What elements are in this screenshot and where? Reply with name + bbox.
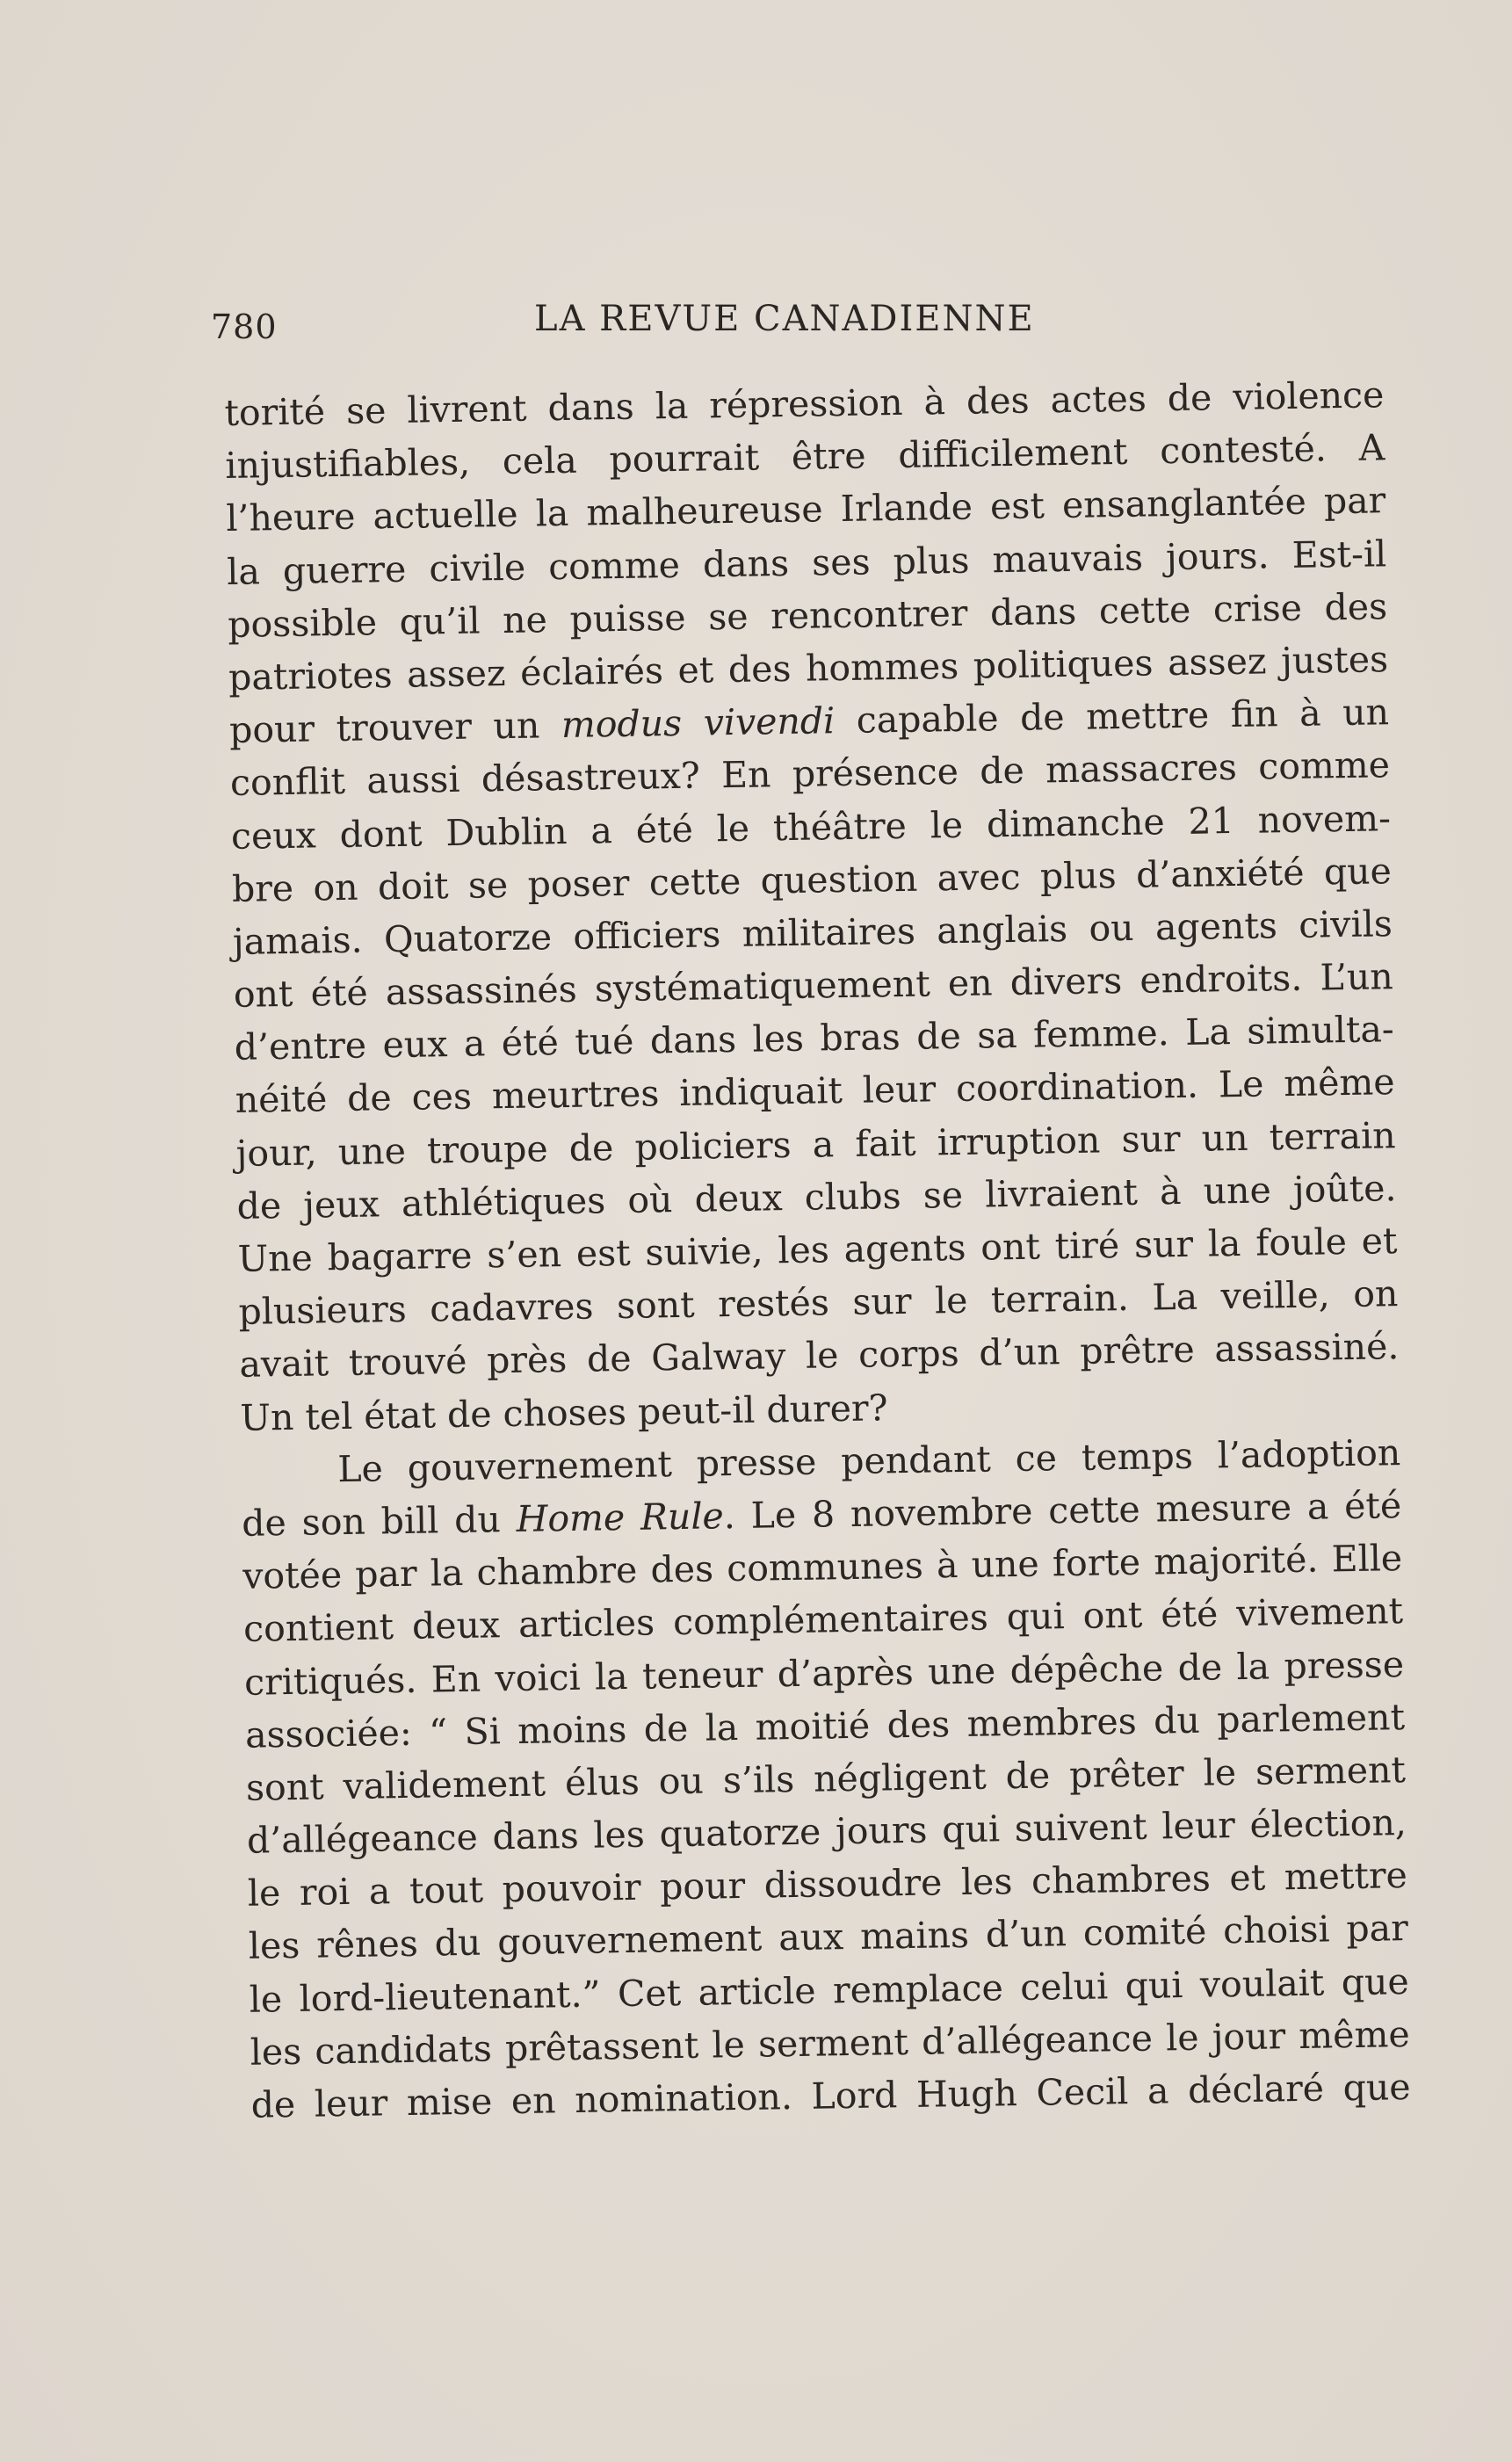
text-line: ceux dont Dublin a été le théâtre le dimanche 21 novem-: [230, 796, 1392, 858]
text-line: critiqués. En voici la teneur d’après une dépêche de la presse: [243, 1642, 1405, 1704]
text-line: d’allégeance dans les quatorze jours qui suivent leur élection,: [246, 1801, 1407, 1862]
page-number: 780: [211, 308, 278, 346]
text-line: Une bagarre s’en est suivie, les agents ont tiré sur la foule et: [237, 1220, 1398, 1280]
text-line: d’entre eux a été tué dans les bras de sa femme. La simulta-: [234, 1008, 1395, 1069]
text-line: la guerre civile comme dans ses plus mauvais jours. Est-il: [226, 532, 1387, 593]
text-line: plusieurs cadavres sont restés sur le terrain. La veille, on: [238, 1272, 1399, 1334]
text-line: le roi a tout pouvoir pour dissoudre les chambres et mettre: [247, 1854, 1408, 1915]
text-segment: de son bill du: [241, 1497, 517, 1545]
text-line: possible qu’il ne puisse se rencontrer dans cette crise des: [227, 584, 1388, 646]
text-line: le lord-lieutenant.” Cet article remplace celui qui voulait que: [249, 1959, 1410, 2021]
text-line: associée: “ Si moins de la moitié des membres du parlement: [244, 1695, 1406, 1756]
text-segment: pour trouver un: [228, 704, 562, 752]
text-line: injustifiables, cela pourrait être difficilement contesté. A: [225, 426, 1385, 488]
text-line: néité de ces meurtres indiquait leur coordination. Le même: [235, 1061, 1395, 1122]
text-line: l’heure actuelle la malheureuse Irlande est ensanglantée par: [225, 479, 1386, 540]
text-line: ont été assassinés systématiquement en divers endroits. L’un: [233, 955, 1394, 1016]
paragraph: [224, 368, 1400, 1444]
text-line: contient deux articles complémentaires qui ont été vivement: [242, 1589, 1404, 1651]
text-line: les candidats prêtassent le serment d’allégeance le jour même: [250, 2012, 1410, 2074]
text-segment: . Le 8 novembre cette mesure a été: [723, 1484, 1402, 1538]
paragraph: [241, 1426, 1411, 2132]
text-line: jamais. Quatorze officiers militaires anglais ou agents civils: [232, 902, 1393, 963]
text-line: bre on doit se poser cette question avec plus d’anxiété que: [231, 849, 1393, 910]
running-title: LA REVUE CANADIENNE: [534, 299, 1035, 339]
body-text: [224, 368, 1411, 2132]
text-line: avait trouvé près de Galway le corps d’un prêtre assassiné.: [239, 1325, 1400, 1387]
text-line: de leur mise en nomination. Lord Hugh Cecil a déclaré que: [250, 2066, 1411, 2126]
text-segment: capable de mettre fin à un: [834, 691, 1390, 742]
text-line: torité se livrent dans la répression à des actes de violence: [224, 373, 1385, 434]
italic-term: modus vivendi: [561, 699, 836, 747]
text-line: conflit aussi désastreux? En présence de massacres comme: [229, 743, 1391, 805]
text-line: jour, une troupe de policiers a fait irruption sur un terrain: [235, 1113, 1396, 1175]
text-line: de jeux athlétiques où deux clubs se livraient à une joûte.: [236, 1166, 1397, 1227]
italic-term: Home Rule: [516, 1495, 725, 1540]
text-line: Un tel état de choses peut-il durer?: [240, 1386, 888, 1439]
text-line: patriotes assez éclairés et des hommes politiques assez justes: [228, 638, 1389, 699]
text-line: Le gouvernement presse pendant ce temps l’adoption: [336, 1430, 1401, 1490]
page-header: [211, 290, 1406, 351]
text-line: les rênes du gouvernement aux mains d’un comité choisi par: [248, 1907, 1409, 1968]
text-line: sont validement élus ou s’ils négligent de prêter le serment: [245, 1748, 1407, 1809]
text-line: votée par la chambre des communes à une forte majorité. Elle: [242, 1537, 1403, 1597]
